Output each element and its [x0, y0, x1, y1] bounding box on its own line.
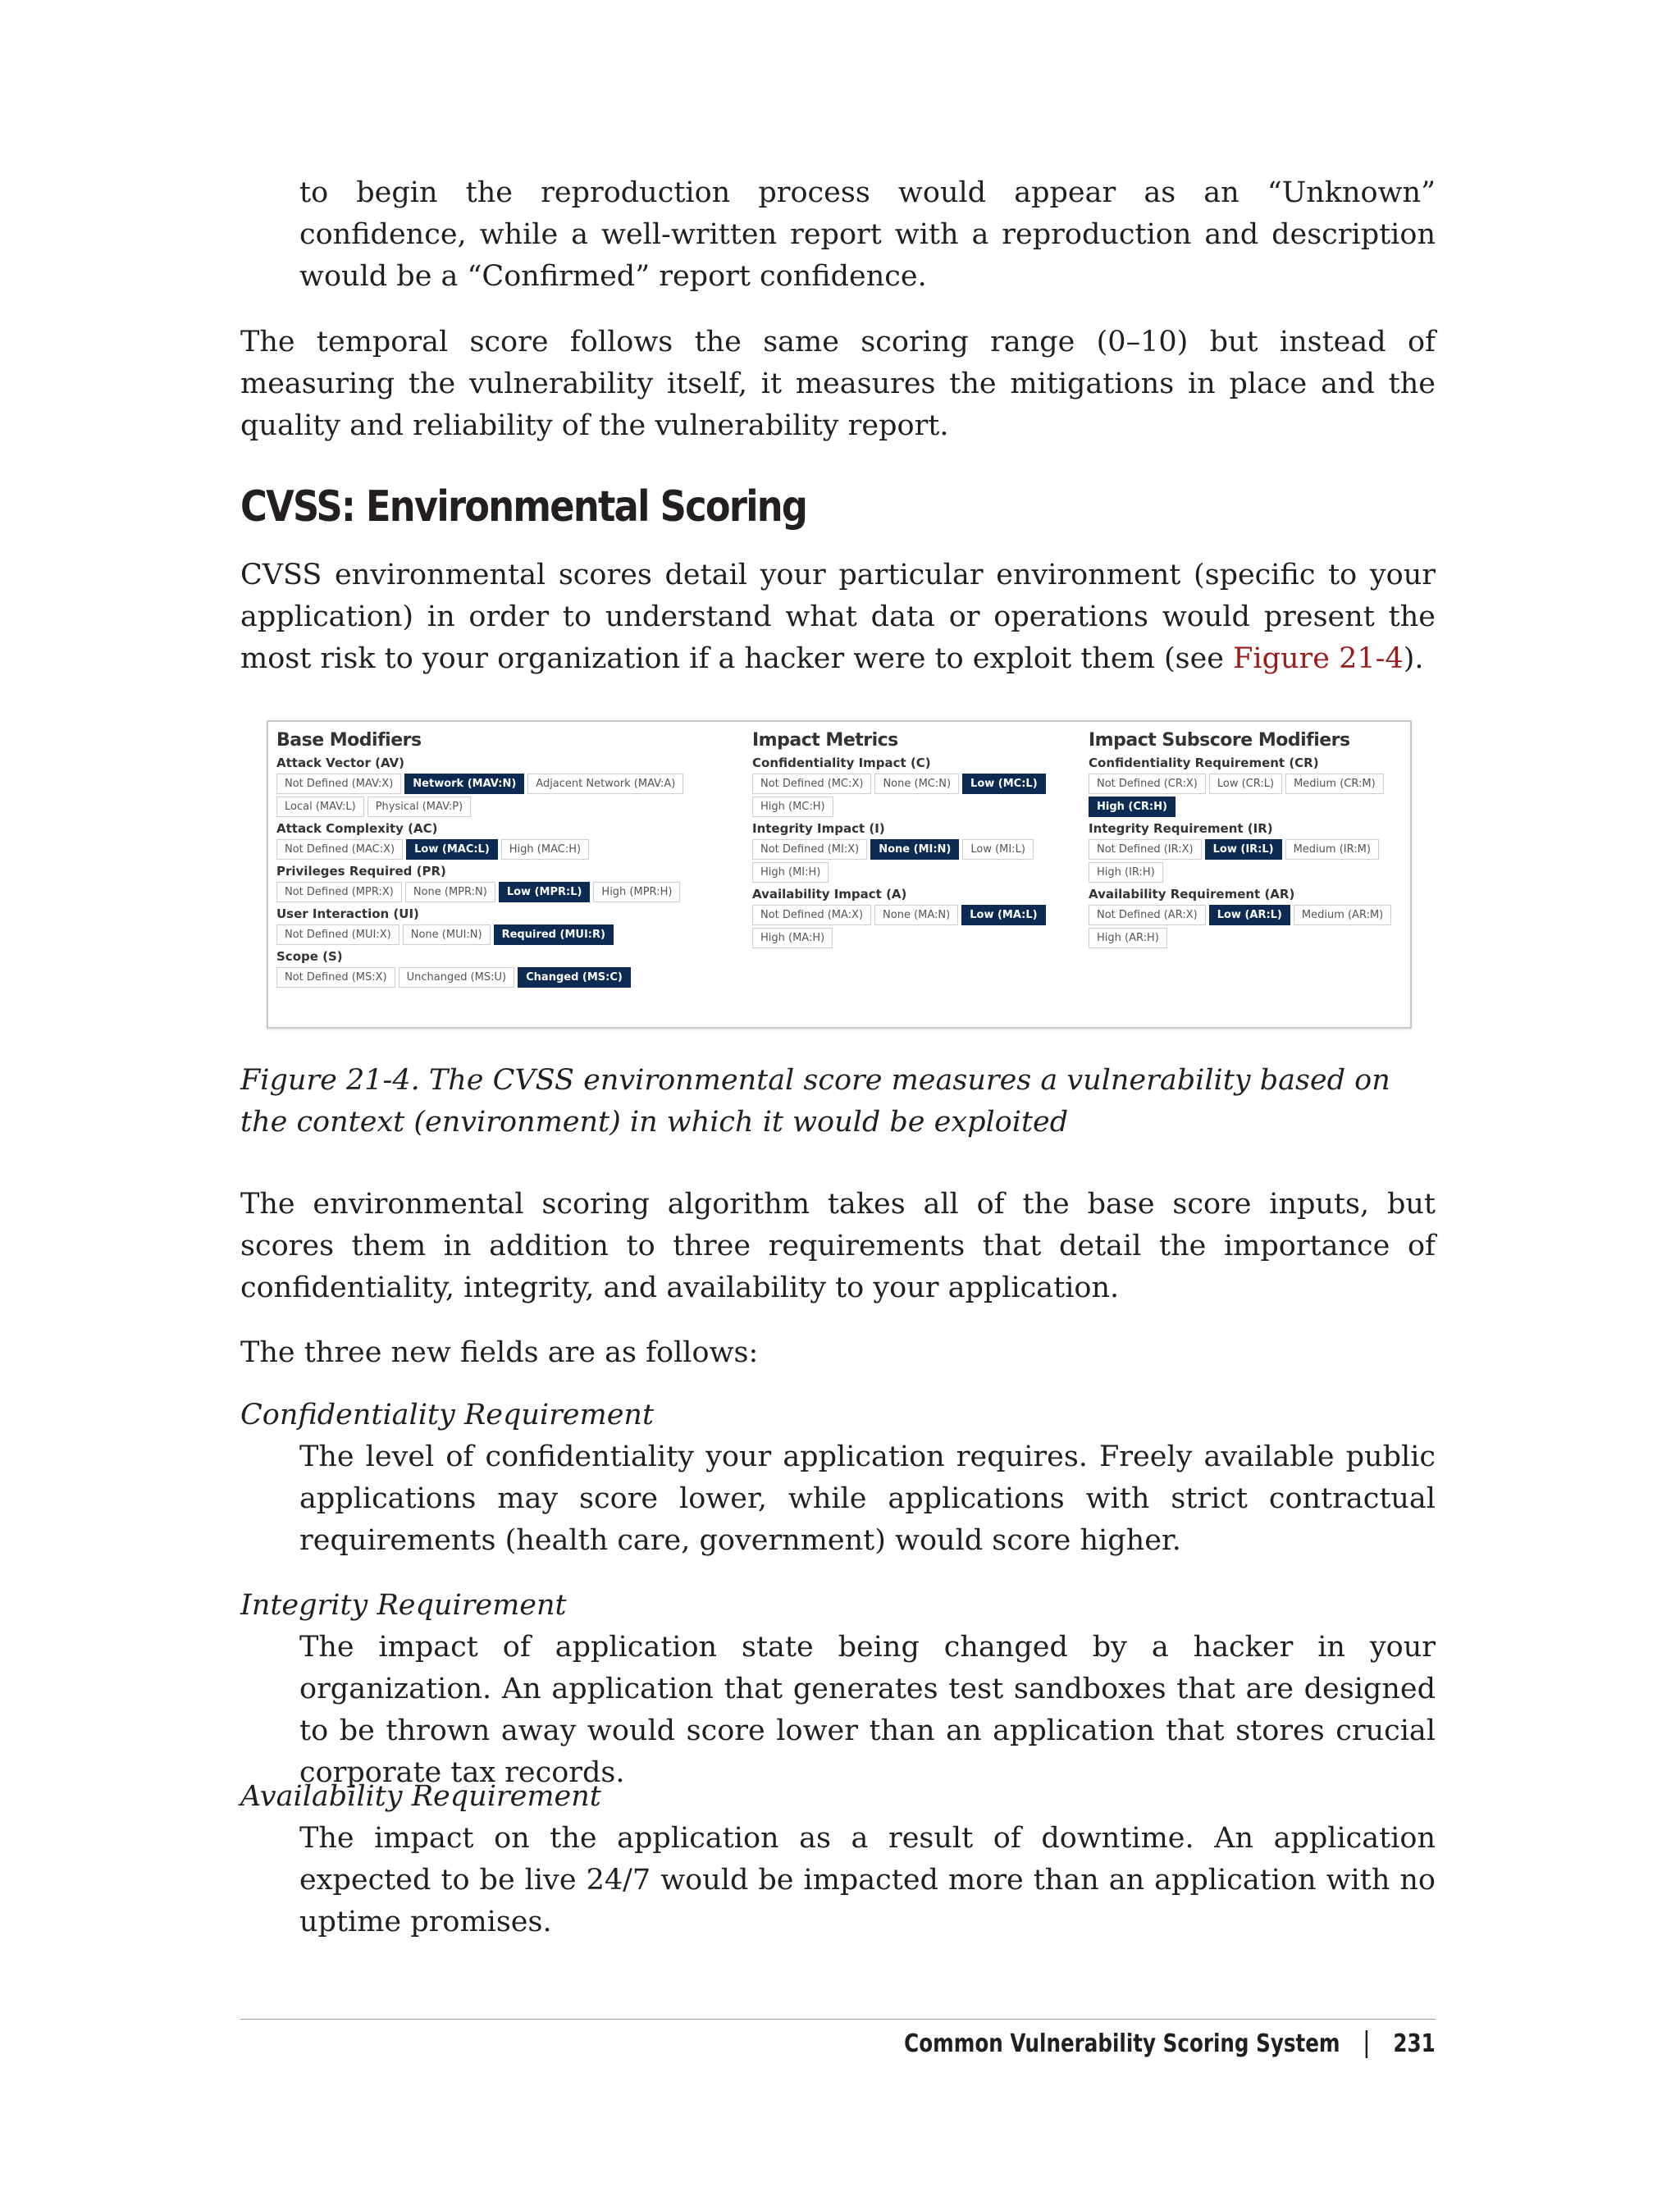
selected-metric-option-button[interactable]: Low (MPR:L)	[499, 882, 591, 902]
figure-column-impact-metrics	[752, 730, 1072, 948]
metric-option-button[interactable]: High (IR:H)	[1089, 862, 1163, 883]
term-definition: The impact of application state being changed by a hacker in your organization. An application that generates test sandboxes that are designed to be thrown away would score lower than an application that stores crucial corporate tax records.	[299, 1631, 1436, 1789]
metric-option-button[interactable]: None (MUI:N)	[403, 924, 491, 945]
paragraph-text	[240, 555, 1436, 680]
figure-caption: Figure 21-4. The CVSS environmental score measures a vulnerability based on the context (environment) in which it would be exploited	[240, 1064, 1390, 1139]
metric-option-button[interactable]: Medium (IR:M)	[1285, 839, 1379, 860]
selected-metric-option-button[interactable]: High (CR:H)	[1089, 797, 1176, 817]
metric-options-integrity-impact-i	[752, 839, 1072, 883]
term-availability	[240, 1776, 1436, 1943]
paragraph-text: The temporal score follows the same scoring range (0–10) but instead of measuring the vulnerability itself, it measures the mitigations in place and the quality and reliability of the vulnerability report.	[240, 326, 1436, 442]
metric-label: Availability Requirement (AR)	[1089, 887, 1295, 902]
metric-option-button[interactable]: Not Defined (MA:X)	[752, 905, 871, 925]
paragraph-fields-intro	[240, 1332, 1436, 1374]
paragraph-text: The three new fields are as follows:	[240, 1336, 759, 1369]
paragraph-continuation	[240, 172, 1436, 298]
paragraph-text-part: ).	[1403, 642, 1424, 675]
metric-option-button[interactable]: Adjacent Network (MAV:A)	[527, 774, 683, 794]
selected-metric-option-button[interactable]: Required (MUI:R)	[494, 924, 614, 945]
metric-label: Integrity Requirement (IR)	[1089, 821, 1273, 836]
paragraph-text: to begin the reproduction process would appear as an “Unknown” confidence, while a well-written report with a reproduction and description would be a “Confirmed” report confidence.	[299, 176, 1436, 293]
metric-option-button[interactable]: Not Defined (MC:X)	[752, 774, 871, 794]
paragraph-environmental	[240, 555, 1436, 680]
selected-metric-option-button[interactable]: None (MI:N)	[870, 839, 959, 860]
selected-metric-option-button[interactable]: Changed (MS:C)	[518, 967, 631, 988]
metric-option-button[interactable]: None (MA:N)	[874, 905, 958, 925]
paragraph-text: The environmental scoring algorithm takes all of the base score inputs, but scores them in addition to three requirements that detail the importance of confidentiality, integrity, and availability to your application.	[240, 1188, 1436, 1304]
metric-option-button[interactable]: Not Defined (MI:X)	[752, 839, 867, 860]
page-footer	[904, 2029, 1436, 2058]
metric-option-button[interactable]: High (MI:H)	[752, 862, 829, 883]
metric-option-button[interactable]: High (MAC:H)	[501, 839, 589, 860]
selected-metric-option-button[interactable]: Low (MA:L)	[961, 905, 1045, 925]
metric-option-button[interactable]: Unchanged (MS:U)	[399, 967, 515, 988]
metric-option-button[interactable]: Not Defined (MAV:X)	[276, 774, 401, 794]
term-definition: The impact on the application as a result of downtime. An application expected to be live 24/7 would be impacted more than an application with no uptime promises.	[299, 1822, 1436, 1938]
metric-label: Availability Impact (A)	[752, 887, 907, 902]
footer-separator	[1366, 2030, 1367, 2058]
metric-label: Privileges Required (PR)	[276, 864, 446, 879]
metric-options-privileges-required-pr	[276, 882, 736, 902]
metric-option-button[interactable]: Not Defined (MS:X)	[276, 967, 395, 988]
metric-label: Attack Vector (AV)	[276, 756, 405, 770]
figure-caption-wrap	[240, 1060, 1436, 1144]
term-definition: The level of confidentiality your application requires. Freely available public applications may score lower, while applications with strict contractual requirements (health care, government) would score higher.	[299, 1440, 1436, 1557]
selected-metric-option-button[interactable]: Low (MC:L)	[962, 774, 1046, 794]
section-heading-wrap	[240, 482, 1436, 532]
figure-column-title: Base Modifiers	[276, 730, 422, 751]
metric-option-button[interactable]: None (MPR:N)	[405, 882, 495, 902]
metric-options-attack-vector-av	[276, 774, 736, 817]
metric-options-attack-complexity-ac	[276, 839, 736, 860]
figure-column-impact-subscore-modifiers	[1089, 730, 1404, 948]
metric-label: Attack Complexity (AC)	[276, 821, 438, 836]
figure-link[interactable]: Figure 21-4	[1233, 642, 1404, 675]
figure-column-title: Impact Subscore Modifiers	[1089, 730, 1350, 751]
metric-option-button[interactable]: Low (CR:L)	[1209, 774, 1282, 794]
metric-options-availability-requirement-ar	[1089, 905, 1404, 948]
selected-metric-option-button[interactable]: Low (IR:L)	[1205, 839, 1282, 860]
metric-option-button[interactable]: None (MC:N)	[874, 774, 959, 794]
footer-rule	[240, 2019, 1436, 2020]
metric-label: User Interaction (UI)	[276, 906, 419, 921]
metric-options-confidentiality-requirement-cr	[1089, 774, 1404, 817]
metric-option-button[interactable]: Not Defined (CR:X)	[1089, 774, 1206, 794]
paragraph-text-part: CVSS environmental scores detail your particular environment (specific to your application) in order to understand what data or operations would present the most risk to your organization if a hacker were to exploit them (see	[240, 559, 1436, 675]
figure-column-base-modifiers	[276, 730, 736, 988]
selected-metric-option-button[interactable]: Low (MAC:L)	[406, 839, 498, 860]
metric-option-button[interactable]: Local (MAV:L)	[276, 797, 364, 817]
metric-option-button[interactable]: High (MA:H)	[752, 928, 833, 948]
metric-option-button[interactable]: Not Defined (MPR:X)	[276, 882, 402, 902]
metric-option-button[interactable]: High (MC:H)	[752, 797, 833, 817]
section-heading: CVSS: Environmental Scoring	[240, 482, 807, 532]
term-integrity	[240, 1585, 1436, 1794]
metric-option-button[interactable]: High (AR:H)	[1089, 928, 1167, 948]
metric-label: Scope (S)	[276, 949, 343, 964]
metric-options-availability-impact-a	[752, 905, 1072, 948]
page-number: 231	[1393, 2029, 1436, 2058]
running-title: Common Vulnerability Scoring System	[904, 2029, 1340, 2058]
metric-option-button[interactable]: Medium (AR:M)	[1294, 905, 1391, 925]
metric-options-integrity-requirement-ir	[1089, 839, 1404, 883]
term-title: Integrity Requirement	[240, 1589, 567, 1622]
selected-metric-option-button[interactable]: Network (MAV:N)	[404, 774, 524, 794]
metric-option-button[interactable]: Not Defined (MAC:X)	[276, 839, 403, 860]
metric-option-button[interactable]: Not Defined (MUI:X)	[276, 924, 399, 945]
term-title: Availability Requirement	[240, 1780, 601, 1813]
metric-option-button[interactable]: High (MPR:H)	[593, 882, 680, 902]
term-confidentiality	[240, 1395, 1436, 1562]
metric-option-button[interactable]: Not Defined (IR:X)	[1089, 839, 1202, 860]
metric-label: Confidentiality Requirement (CR)	[1089, 756, 1319, 770]
term-title: Confidentiality Requirement	[240, 1399, 655, 1431]
metric-label: Confidentiality Impact (C)	[752, 756, 931, 770]
metric-options-scope-s	[276, 967, 736, 988]
paragraph-algorithm	[240, 1184, 1436, 1309]
metric-option-button[interactable]: Low (MI:L)	[962, 839, 1034, 860]
metric-option-button[interactable]: Medium (CR:M)	[1285, 774, 1384, 794]
metric-option-button[interactable]: Not Defined (AR:X)	[1089, 905, 1206, 925]
paragraph-temporal-score	[240, 322, 1436, 447]
metric-option-button[interactable]: Physical (MAV:P)	[368, 797, 472, 817]
cvss-environmental-figure	[267, 720, 1412, 1029]
selected-metric-option-button[interactable]: Low (AR:L)	[1209, 905, 1290, 925]
figure-column-title: Impact Metrics	[752, 730, 898, 751]
metric-options-user-interaction-ui	[276, 924, 736, 945]
metric-options-confidentiality-impact-c	[752, 774, 1072, 817]
metric-label: Integrity Impact (I)	[752, 821, 885, 836]
